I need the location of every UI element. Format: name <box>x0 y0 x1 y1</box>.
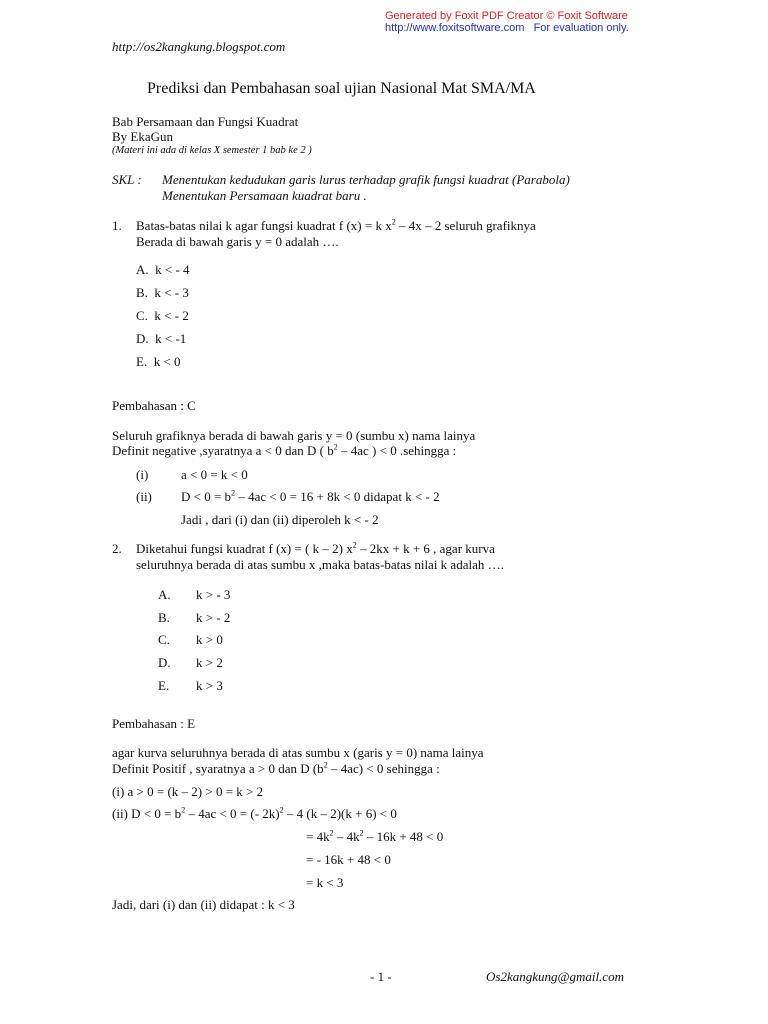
s1-ii-label: (ii) <box>136 489 152 504</box>
s2-heading: Pembahasan : E <box>112 716 196 731</box>
s2-i-text: (i) a > 0 = (k – 2) > 0 = k > 2 <box>112 784 264 799</box>
q2-option-letter: A. <box>158 587 171 602</box>
s1-line-2: Definit negative ,syaratnya a < 0 dan D ( $b^2 - 4ac$ ) < 0 .sehingga : <box>112 442 457 458</box>
q2-text-line-2: seluruhnya berada di atas sumbu x ,maka batas-batas nilai k adalah …. <box>136 557 504 572</box>
s2-conclusion: Jadi, dari (i) dan (ii) didapat : k < 3 <box>112 897 295 912</box>
q2-option-letter: C. <box>158 632 170 647</box>
page-title: Prediksi dan Pembahasan soal ujian Nasional Mat SMA/MA <box>147 80 536 97</box>
s1-i-label: (i) <box>136 467 149 482</box>
skl-label: SKL : <box>112 172 142 187</box>
s1-i-text: a < 0 = k < 0 <box>181 467 248 482</box>
s2-line-1: agar kurva seluruhnya berada di atas sumbu x (garis y = 0) nama lainya <box>112 745 484 760</box>
q2-option-letter: D. <box>158 655 171 670</box>
q1-option: A. k < - 4 <box>136 262 190 277</box>
chapter-line: Bab Persamaan dan Fungsi Kuadrat <box>112 114 299 129</box>
s1-line-1: Seluruh grafiknya berada di bawah garis y = 0 (sumbu x) nama lainya <box>112 428 476 443</box>
q2-option-text: k > 2 <box>196 655 223 670</box>
s2-step-3: = k < 3 <box>306 875 344 890</box>
q1-number: 1. <box>112 218 122 233</box>
q1-option: C. k < - 2 <box>136 308 189 323</box>
q1-text-line-1: Batas-batas nilai k agar fungsi kuadrat f (x) = k $x^2 - 4x - 2$ seluruh grafiknya <box>136 217 536 233</box>
material-note: (Materi ini ada di kelas X semester 1 bab ke 2 ) <box>112 145 312 156</box>
q2-option-text: k > - 3 <box>196 587 231 602</box>
skl-line-1: Menentukan kedudukan garis lurus terhadap grafik fungsi kuadrat (Parabola) <box>162 172 570 187</box>
skl-line-2: Menentukan Persamaan kuadrat baru . <box>162 188 367 203</box>
s2-step-1: = $4k^2 - 4k^2 - 16k + 48 < 0$ <box>306 828 444 844</box>
page-number: - 1 - <box>370 969 392 984</box>
s1-heading: Pembahasan : C <box>112 398 196 413</box>
q1-option: D. k < -1 <box>136 331 187 346</box>
q1-text-line-2: Berada di bawah garis y = 0 adalah …. <box>136 234 339 249</box>
s2-step-2: = - 16k + 48 < 0 <box>306 852 391 867</box>
s1-conclusion: Jadi , dari (i) dan (ii) diperoleh k < - 2 <box>181 512 379 527</box>
q1-option: E. k < 0 <box>136 354 181 369</box>
q2-option-text: k > 0 <box>196 632 223 647</box>
q1-option: B. k < - 3 <box>136 285 189 300</box>
q2-option-letter: B. <box>158 610 170 625</box>
q2-option-text: k > - 2 <box>196 610 231 625</box>
q2-text-line-1: Diketahui fungsi kuadrat f (x) = ( k – 2) $x^2 - 2kx + k + 6$ , agar kurva <box>136 540 495 556</box>
footer-email[interactable]: Os2kangkung@gmail.com <box>486 969 624 984</box>
watermark-foxit-link-line <box>385 22 629 34</box>
q2-option-text: k > 3 <box>196 678 223 693</box>
s2-ii-text: (ii) $D < 0 = b^2 - 4ac < 0$ = (- 2k)$^2$ – 4 (k – 2)(k + 6) < 0 <box>112 805 397 821</box>
watermark-note: For evaluation only. <box>533 22 629 34</box>
author-line: By EkaGun <box>112 129 174 144</box>
watermark-generated-by: Generated by Foxit PDF Creator © Foxit Software <box>385 10 628 22</box>
s2-line-2: Definit Positif , syaratnya a > 0 dan D $(b^2 - 4ac) < 0$ sehingga : <box>112 760 440 776</box>
header-url[interactable]: http://os2kangkung.blogspot.com <box>112 39 286 54</box>
q2-option-letter: E. <box>158 678 170 693</box>
s1-ii-text: $D < 0 = b^2 - 4ac < 0 = 16 + 8k < 0$ didapat k < - 2 <box>181 488 440 504</box>
q2-number: 2. <box>112 541 122 556</box>
watermark-url[interactable]: http://www.foxitsoftware.com <box>385 22 525 34</box>
